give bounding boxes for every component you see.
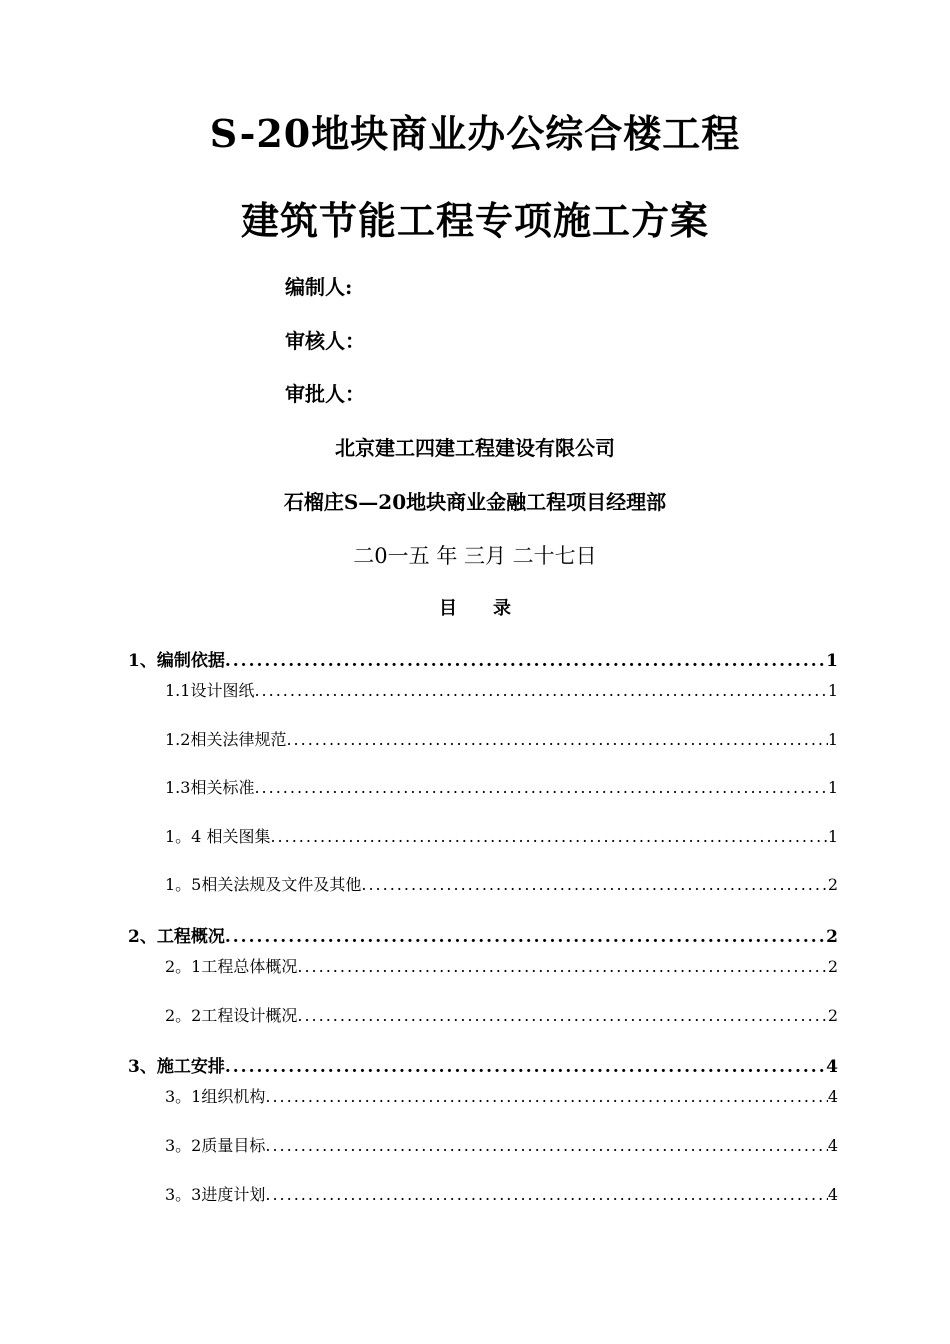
toc-entry-page: 2 [827, 875, 838, 894]
toc-leader-dots [361, 875, 827, 894]
toc-entry-1-5[interactable] [165, 872, 838, 895]
toc-entry-label: 2。1工程总体概况 [165, 957, 298, 976]
toc-entry-page: 1 [827, 827, 838, 846]
approver-label: 审批人： [285, 382, 365, 406]
toc-entry-page: 4 [826, 1057, 838, 1077]
toc-entry-1-4[interactable] [165, 824, 838, 847]
toc-entry-label: 2。2工程设计概况 [165, 1006, 298, 1025]
toc-entry-page: 4 [827, 1136, 838, 1155]
toc-entry-3-3[interactable] [165, 1182, 838, 1205]
toc-leader-dots [265, 1185, 827, 1204]
toc-entry-page: 4 [827, 1185, 838, 1204]
toc-entry-page: 1 [827, 730, 838, 749]
toc-entry-label: 1.1设计图纸 [165, 681, 255, 700]
toc-heading-char-1: 目 [439, 598, 457, 619]
toc-entry-label: 3。3进度计划 [165, 1185, 266, 1204]
toc-entry-3-1[interactable] [165, 1084, 838, 1107]
toc-leader-dots [225, 651, 826, 671]
toc-entry-label: 3、施工安排 [128, 1057, 225, 1077]
toc-entry-1[interactable] [128, 646, 838, 671]
toc-leader-dots [286, 730, 827, 749]
toc-leader-dots [265, 1136, 827, 1155]
toc-entry-label: 3。2质量目标 [165, 1136, 266, 1155]
toc-heading [0, 594, 950, 620]
toc-entry-label: 1、编制依据 [128, 651, 225, 671]
document-date: 二0一五 年 三月 二十七日 [353, 544, 597, 568]
compiler-label: 编制人: [285, 275, 353, 299]
toc-entry-page: 1 [827, 778, 838, 797]
toc-entry-label: 1。4 相关图集 [165, 827, 271, 846]
toc-entry-label: 1.3相关标准 [165, 778, 255, 797]
toc-leader-dots [254, 681, 827, 700]
document-title-line2: 建筑节能工程专项施工方案 [240, 198, 709, 243]
toc-entry-3-2[interactable] [165, 1133, 838, 1156]
toc-entry-2-2[interactable] [165, 1003, 838, 1026]
toc-entry-1-2[interactable] [165, 727, 838, 750]
toc-heading-char-2: 录 [493, 598, 511, 619]
toc-entry-1-3[interactable] [165, 775, 838, 798]
reviewer-label: 审核人： [285, 329, 365, 353]
toc-entry-page: 2 [826, 927, 838, 947]
toc-leader-dots [270, 827, 827, 846]
toc-leader-dots [225, 927, 826, 947]
toc-entry-page: 4 [827, 1087, 838, 1106]
project-department: 石榴庄S—20地块商业金融工程项目经理部 [283, 490, 667, 514]
toc-leader-dots [254, 778, 827, 797]
toc-entry-label: 3。1组织机构 [165, 1087, 266, 1106]
toc-entry-page: 1 [827, 681, 838, 700]
toc-leader-dots [265, 1087, 827, 1106]
toc-leader-dots [225, 1057, 826, 1077]
toc-entry-page: 1 [826, 651, 838, 671]
toc-entry-2-1[interactable] [165, 954, 838, 977]
toc-entry-3[interactable] [128, 1052, 838, 1077]
document-title-line1: S-20地块商业办公综合楼工程 [209, 111, 741, 156]
toc-leader-dots [297, 1006, 827, 1025]
toc-leader-dots [297, 957, 827, 976]
company-name: 北京建工四建工程建设有限公司 [335, 436, 615, 460]
toc-entry-1-1[interactable] [165, 678, 838, 701]
toc-entry-label: 1。5相关法规及文件及其他 [165, 875, 362, 894]
toc-entry-page: 2 [827, 1006, 838, 1025]
toc-entry-page: 2 [827, 957, 838, 976]
toc-entry-label: 2、工程概况 [128, 927, 225, 947]
toc-entry-2[interactable] [128, 922, 838, 947]
toc-entry-label: 1.2相关法律规范 [165, 730, 287, 749]
